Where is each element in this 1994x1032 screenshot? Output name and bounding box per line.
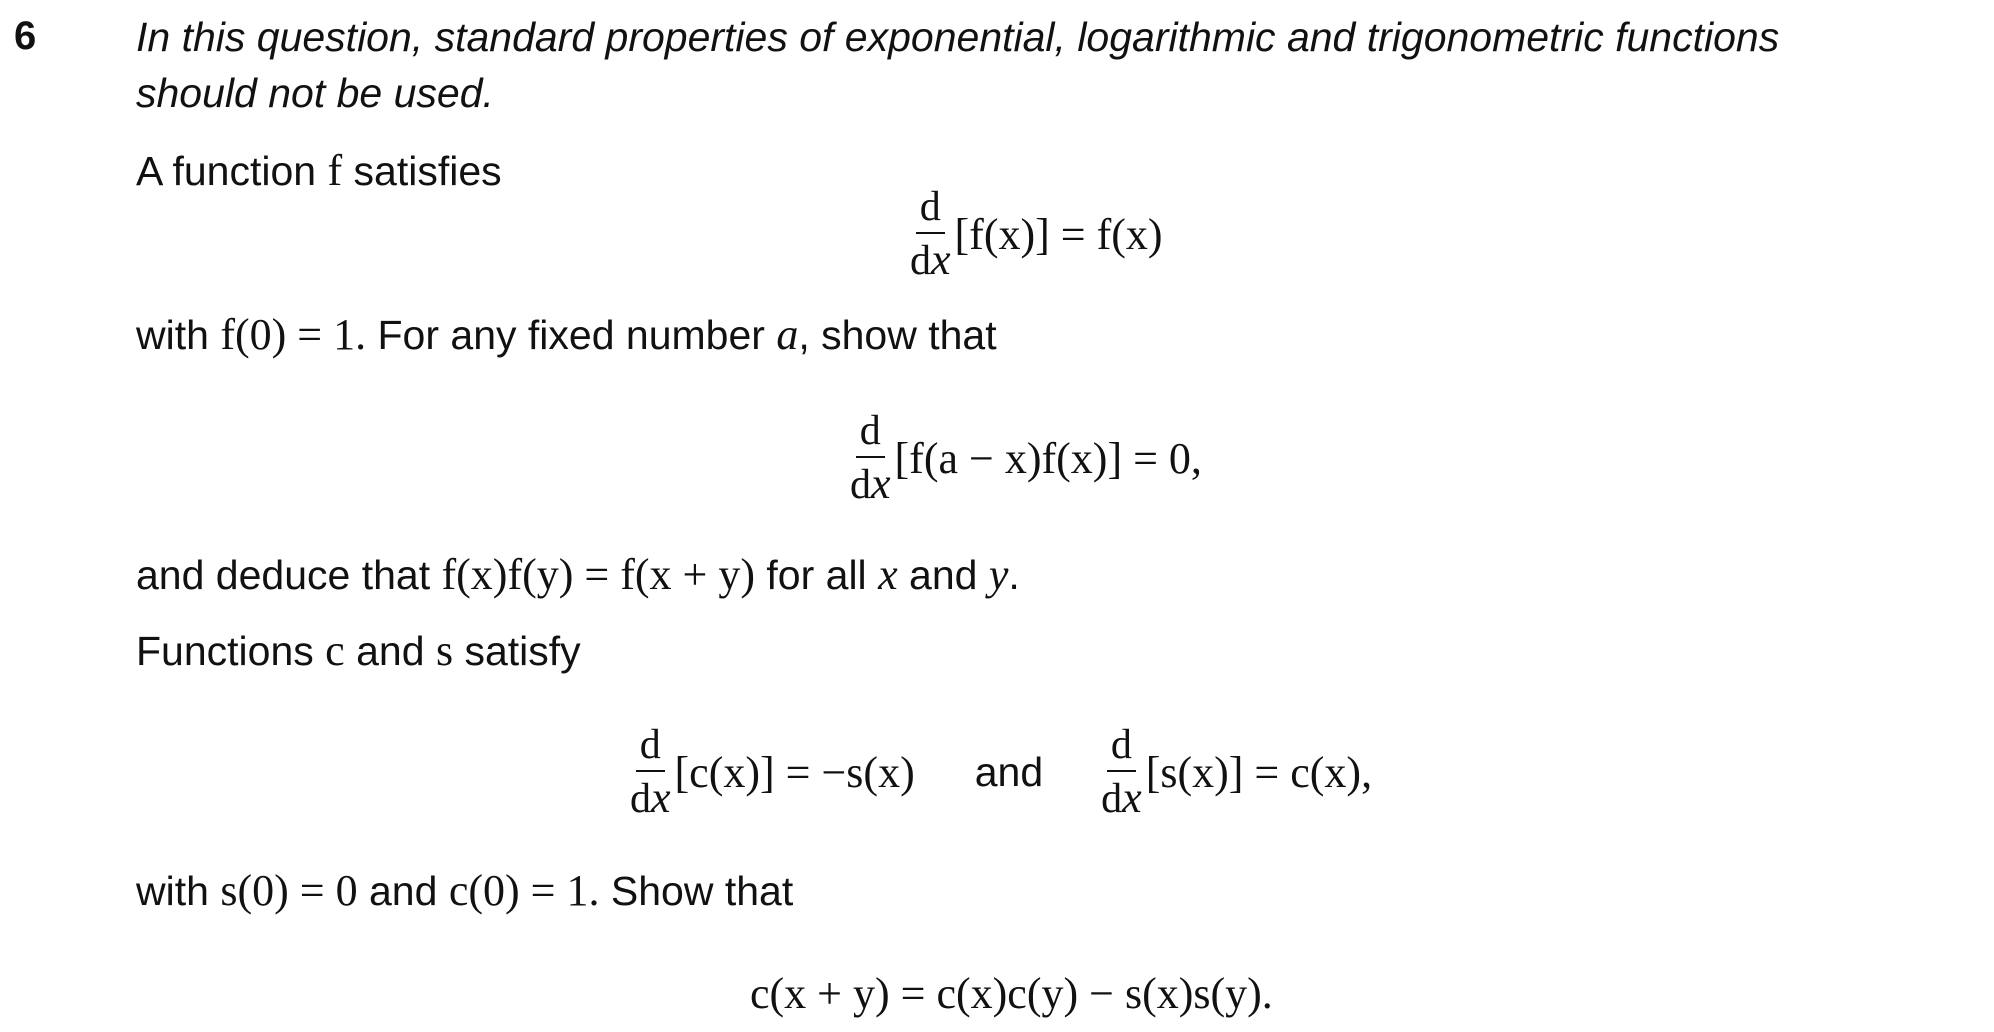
a-symbol: a xyxy=(776,310,799,359)
equation-1-expression: [f(x)] = f(x) xyxy=(954,209,1163,259)
s-symbol: s xyxy=(435,626,454,675)
d-dx-fraction xyxy=(630,724,671,820)
cs-initial-condition-line xyxy=(136,866,793,917)
functions-text: Functions xyxy=(136,628,314,674)
satisfies-text: satisfies xyxy=(353,148,502,194)
show-that-text: , show that xyxy=(798,312,997,358)
question-number: 6 xyxy=(14,14,37,58)
frac-denominator: dx xyxy=(910,235,951,284)
and-text: and xyxy=(909,552,978,598)
equation-derivative-f xyxy=(910,186,1163,282)
equation-pair-cs xyxy=(630,724,1372,820)
frac-denominator: dx xyxy=(630,773,671,822)
for-all-text: for all xyxy=(766,552,867,598)
frac-numerator: d xyxy=(1107,724,1136,772)
functional-equation: f(x)f(y) = f(x + y) xyxy=(441,550,755,599)
y-symbol: y xyxy=(988,550,1009,599)
initial-condition-line xyxy=(136,310,997,361)
and-text: and xyxy=(368,868,438,914)
satisfy-text: satisfy xyxy=(464,628,581,674)
f0-condition: f(0) = 1. xyxy=(220,310,367,359)
frac-numerator: d xyxy=(916,186,945,234)
equation-addition-formula xyxy=(750,968,1273,1019)
x-symbol: x xyxy=(878,550,898,599)
f-symbol: f xyxy=(327,146,343,195)
functions-intro-line xyxy=(136,626,581,677)
d-dx-fraction xyxy=(1101,724,1142,820)
a-function-text: A function xyxy=(136,148,317,194)
frac-denominator: dx xyxy=(1101,773,1142,822)
with-text: with xyxy=(136,868,209,914)
c0-condition: c(0) = 1. xyxy=(448,866,600,915)
and-deduce-text: and deduce that xyxy=(136,552,431,598)
instruction-line-2: should not be used. xyxy=(136,70,494,116)
show-that-text: Show that xyxy=(610,868,794,914)
s0-condition: s(0) = 0 xyxy=(220,866,358,915)
and-word: and xyxy=(974,748,1044,795)
frac-denominator: dx xyxy=(850,459,891,508)
for-any-text: For any fixed number xyxy=(377,312,765,358)
equation-2-expression: [f(a − x)f(x)] = 0, xyxy=(894,433,1202,483)
instruction-line-1: In this question, standard properties of exponential, logarithmic and trigonometric functions xyxy=(136,14,1780,60)
with-text: with xyxy=(136,312,209,358)
c-derivative-expression: [c(x)] = −s(x) xyxy=(674,747,915,797)
frac-numerator: d xyxy=(856,410,885,458)
period: . xyxy=(1008,552,1020,598)
equation-product-derivative xyxy=(850,410,1202,506)
s-derivative-expression: [s(x)] = c(x), xyxy=(1145,747,1373,797)
frac-numerator: d xyxy=(636,724,665,772)
deduce-line xyxy=(136,550,1020,601)
d-dx-fraction xyxy=(850,410,891,506)
c-symbol: c xyxy=(325,626,345,675)
d-dx-fraction xyxy=(910,186,951,282)
and-text: and xyxy=(356,628,425,674)
function-intro-line xyxy=(136,146,502,197)
addition-formula-expression: c(x + y) = c(x)c(y) − s(x)s(y). xyxy=(750,969,1273,1018)
